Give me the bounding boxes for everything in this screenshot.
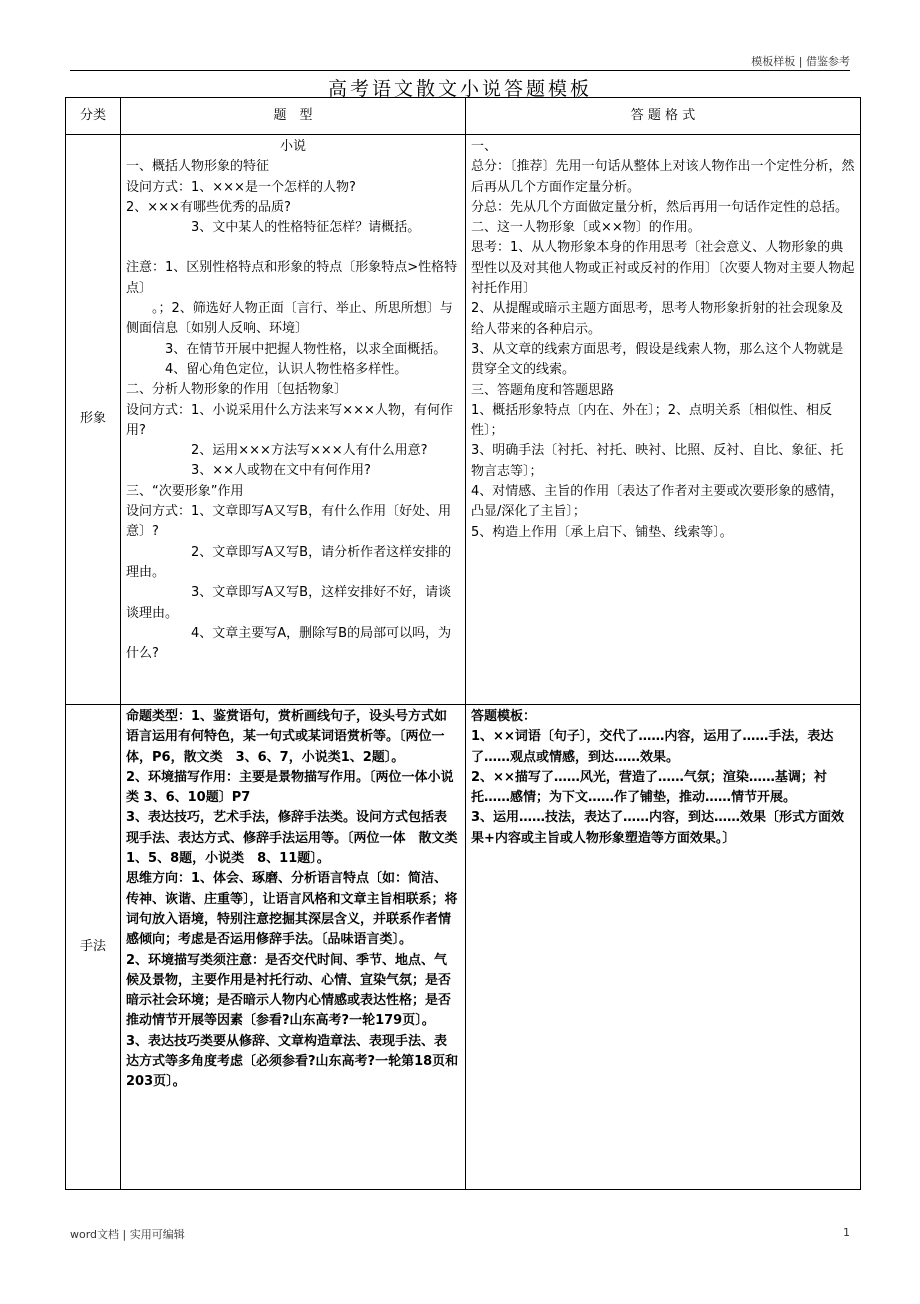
type-line: 2、环境描写作用：主要是景物描写作用。〔两位一体小说类 3、6、10题〕P7 (126, 769, 454, 806)
header-note: 模板样板 | 借鉴参考 (751, 55, 850, 68)
type-line: 小说 (279, 139, 306, 154)
format-line: 5、构造上作用〔承上启下、铺垫、线索等〕。 (471, 524, 733, 540)
type-cell-technique (121, 705, 471, 1190)
header-divider (70, 70, 850, 71)
category-cell-image: 形象 (66, 135, 121, 705)
table-row (66, 135, 861, 705)
type-line: 一、概括人物形象的特征 (126, 159, 270, 175)
format-line: 1、××词语〔句子〕，交代了……内容，运用了……手法，表达了……观点或情感，到达……效果。 (471, 729, 834, 765)
format-line: 二、这一人物形象〔或××物〕的作用。 (471, 220, 701, 236)
format-line: 3、明确手法〔衬托、衬托、映衬、比照、反衬、自比、象征、托物言志等〕； (471, 443, 844, 479)
format-line: 4、对情感、主旨的作用〔表达了作者对主要或次要形象的感情，凸显/深化了主旨〕； (471, 484, 844, 520)
type-line: 三、“次要形象”作用 (126, 483, 244, 499)
type-line: 2、运用×××方法写×××人有什么用意? (126, 443, 428, 459)
page-title: 高考语文散文小说答题模板 (327, 78, 592, 100)
type-line: 2、文章即写A又写B，请分析作者这样安排的理由。 (126, 544, 452, 580)
format-line: 答题模板： (471, 709, 537, 724)
type-line: 设问方式：1、小说采用什么方法来写×××人物，有何作用? (126, 402, 453, 438)
format-line: 3、运用……技法，表达了……内容，到达……效果〔形式方面效果+内容或主旨或人物形象塑造等方面效果。〕 (471, 810, 845, 846)
type-line: 3、表达技巧类要从修辞、文章构造章法、表现手法、表达方式等多角度考虑〔必须参看?山东高考?一轮第18页和203页〕。 (126, 1033, 459, 1090)
type-line: 2、×××有哪些优秀的品质? (126, 199, 291, 215)
category-cell-technique: 手法 (66, 705, 121, 1190)
format-line: 3、从文章的线索方面思考，假设是线索人物，那么这个人物就是贯穿全文的线索。 (471, 341, 844, 378)
format-line: 1、概括形象特点〔内在、外在〕；2、点明关系〔相似性、相反性〕； (471, 402, 833, 439)
footer-note: word文档 | 实用可编辑 (70, 1228, 185, 1241)
type-line: 2、环境描写类须注意：是否交代时间、季节、地点、气候及景物，主要作用是衬托行动、心情、宣染气氛；是否暗示社会环境；是否暗示人物内心情感或表达性格；是否推动情节开展等因素〔参看?山东高考?一轮179页〕。 (126, 952, 452, 1029)
format-line: 2、从提醒或暗示主题方面思考，思考人物形象折射的社会现象及给人带来的各种启示。 (471, 301, 844, 337)
type-line: 3、文中某人的性格特征怎样？请概括。 (126, 220, 421, 236)
type-line: 4、文章主要写A，删除写B的局部可以吗，为什么? (126, 625, 452, 662)
format-line: 思考：1、从人物形象本身的作用思考〔社会意义、人物形象的典型性以及对其他人物或正衬或反衬的作用〕〔次要人物对主要人物起衬托作用〕 (471, 240, 855, 297)
answer-template-table (65, 97, 861, 1190)
type-line: 设问方式：1、文章即写A又写B，有什么作用〔好处、用意〕? (126, 504, 452, 540)
type-line: 3、表达技巧，艺术手法，修辞手法类。设问方式包括表现手法、表达方式、修辞手法运用等。〔两位一体 散文类 1、5、8题，小说类 8、11题〕。 (126, 810, 471, 867)
type-line: 设问方式：1、×××是一个怎样的人物? (126, 179, 356, 195)
type-line (126, 238, 460, 258)
header-category: 分类 (66, 98, 121, 135)
format-cell-technique (466, 705, 861, 1190)
page-number: 1 (843, 1226, 850, 1239)
type-line: 。；2、筛选好人物正面〔言行、举止、所思所想〕与侧面信息〔如别人反响、环境〕 (126, 301, 453, 337)
table-row (66, 705, 861, 1190)
header-type: 题 型 (121, 98, 466, 135)
type-line: 3、××人或物在文中有何作用? (126, 463, 371, 479)
header-format: 答 题 格 式 (466, 98, 861, 135)
type-line: 二、分析人物形象的作用〔包括物象〕 (126, 382, 348, 398)
format-line: 一、 (471, 139, 498, 154)
format-line: 总分：〔推荐〕先用一句话从整体上对该人物作出一个定性分析，然后再从几个方面作定量分析。 (471, 159, 855, 195)
type-line: 3、在情节开展中把握人物性格，以求全面概括。 (126, 341, 447, 357)
type-cell-image (121, 135, 466, 705)
format-line: 分总：先从几个方面做定量分析，然后再用一句话作定性的总括。 (471, 199, 849, 215)
type-line: 注意：1、区别性格特点和形象的特点〔形象特点>性格特点〕 (126, 260, 458, 296)
type-line: 4、留心角色定位，认识人物性格多样性。 (126, 361, 408, 377)
type-line: 思维方向：1、体会、琢磨、分析语言特点〔如：简洁、传神、诙谐、庄重等〕，让语言风格和文章主旨相联系；将词句放入语境，特别注意挖掘其深层含义，并联系作者情感倾向；考虑是否运用修辞手法。〔品味语言类〕。 (126, 871, 458, 948)
format-line: 三、答题角度和答题思路 (471, 382, 615, 398)
type-line: 命题类型：1、鉴赏语句，赏析画线句子，设头号方式如语言运用有何特色，某一句式或某词语赏析等。〔两位一体，P6，散文类 3、6、7，小说类1、2题〕。 (126, 709, 448, 765)
table-header-row (66, 98, 861, 135)
type-line: 3、文章即写A又写B，这样安排好不好，请谈谈理由。 (126, 585, 452, 621)
format-cell-image (466, 135, 861, 705)
format-line: 2、××描写了……风光，营造了……气氛；渲染……基调；衬托……感情；为下文……作了铺垫，推动……情节开展。 (471, 769, 827, 806)
